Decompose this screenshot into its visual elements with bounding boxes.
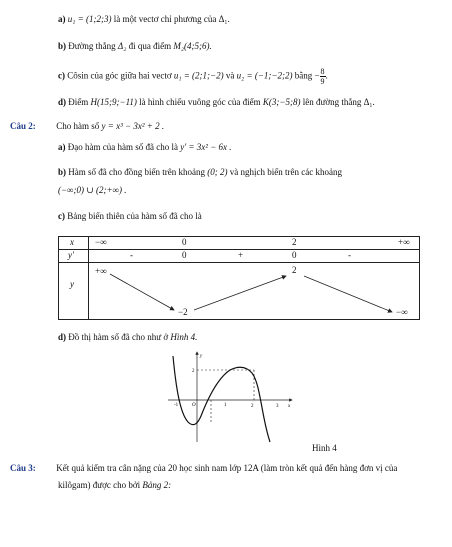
vector-u2: u₂ = (−1;−2;2) bbox=[236, 70, 293, 81]
yprime-sign: - bbox=[348, 250, 351, 260]
axis-label-y: y bbox=[200, 354, 203, 359]
point-h: H(15;9;−11) bbox=[90, 97, 137, 107]
q1-item-d bbox=[58, 96, 375, 108]
question-label: Câu 2: bbox=[10, 121, 36, 131]
q2-stem bbox=[10, 120, 164, 132]
yprime-sign: - bbox=[130, 250, 133, 260]
x-value: +∞ bbox=[398, 237, 410, 247]
x-value: −∞ bbox=[95, 237, 107, 247]
fraction-sign: − bbox=[314, 70, 320, 81]
yprime-sign: + bbox=[238, 250, 244, 260]
stem-text: Cho hàm số bbox=[56, 121, 100, 131]
item-label: c) bbox=[58, 211, 65, 221]
q1-item-a bbox=[58, 13, 230, 25]
item-text: Đồ thị hàm số đã cho như ở bbox=[68, 332, 169, 342]
item-label: d) bbox=[58, 332, 67, 342]
q2-item-b-cont bbox=[58, 184, 127, 196]
figure-caption: Hình 4 bbox=[312, 443, 337, 453]
tick-label: 3 bbox=[276, 404, 279, 409]
item-label: b) bbox=[58, 41, 67, 51]
variation-table bbox=[58, 236, 420, 320]
item-label: c) bbox=[58, 70, 65, 81]
q2-item-b bbox=[58, 166, 342, 178]
item-text: Đạo hàm của hàm số đã cho là bbox=[67, 142, 178, 152]
item-text: là hình chiếu vuông góc của điểm bbox=[139, 97, 261, 107]
item-label: a) bbox=[58, 142, 66, 152]
tick-label: -1 bbox=[174, 403, 179, 408]
item-text: Điểm bbox=[68, 97, 89, 107]
item-label: a) bbox=[58, 14, 66, 24]
cubic-curve bbox=[173, 356, 270, 442]
x-value: 0 bbox=[182, 237, 187, 247]
item-label: d) bbox=[58, 97, 67, 107]
tick-label: 2 bbox=[192, 369, 195, 374]
vector-u1: u₁ = (2;1;−2) bbox=[173, 70, 224, 81]
q2-item-c bbox=[58, 210, 202, 222]
item-text: bằng bbox=[294, 70, 313, 81]
arrow-decreasing bbox=[304, 276, 392, 312]
item-text: Côsin của góc giữa hai vectơ bbox=[67, 70, 172, 81]
q1-item-c bbox=[58, 67, 328, 86]
item-text: và nghịch biến trên các khoảng bbox=[229, 167, 342, 177]
fraction-numerator: 8 bbox=[320, 67, 325, 76]
item-text: Bảng biến thiên của hàm số đã cho là bbox=[67, 211, 202, 221]
tick-label: 2 bbox=[251, 404, 254, 409]
y-value: −∞ bbox=[396, 307, 408, 317]
derivative-expression: y′ = 3x² − 6x . bbox=[180, 142, 232, 152]
item-text: và bbox=[225, 70, 235, 81]
interval: (0; 2) bbox=[207, 167, 228, 177]
item-text: Hàm số đã cho đồng biến trên khoảng bbox=[68, 167, 205, 177]
item-label: b) bbox=[58, 167, 67, 177]
q3-line2 bbox=[58, 479, 171, 491]
q2-item-a bbox=[58, 141, 232, 153]
vector-u1: u₁ = (1;2;3) bbox=[67, 14, 112, 24]
yprime-zero: 0 bbox=[182, 250, 187, 260]
row-label-yprime: y′ bbox=[68, 250, 74, 260]
q3-line1 bbox=[10, 462, 397, 474]
question-text: kilôgam) được cho bởi bbox=[58, 480, 141, 490]
q2-item-d bbox=[58, 331, 197, 343]
question-label: Câu 3: bbox=[10, 463, 36, 473]
variation-arrows bbox=[58, 236, 420, 320]
table-reference: Bảng 2: bbox=[142, 480, 172, 490]
fraction-denominator: 9 bbox=[320, 77, 325, 86]
row-label-y: y bbox=[70, 279, 74, 289]
item-end: . bbox=[325, 70, 328, 81]
q1-item-b bbox=[58, 40, 212, 52]
item-text: đi qua điểm bbox=[128, 41, 172, 51]
y-value: 2 bbox=[292, 265, 297, 275]
question-text: Kết quả kiểm tra cân nặng của 20 học sinh nam lớp 12A (làm tròn kết quả đến hàng đơn vị của bbox=[56, 463, 398, 473]
origin-label: O bbox=[192, 403, 196, 408]
arrow-decreasing bbox=[110, 274, 174, 310]
item-text: lên đường thẳng Δ₁. bbox=[302, 97, 375, 107]
axis-label-x: x bbox=[288, 404, 291, 409]
y-value: +∞ bbox=[95, 266, 107, 276]
x-value: 2 bbox=[292, 237, 297, 247]
function-graph bbox=[166, 348, 296, 444]
item-text: là một vectơ chỉ phương của Δ₁. bbox=[113, 14, 230, 24]
line-delta2: Δ₂ bbox=[117, 41, 127, 51]
row-label-x: x bbox=[70, 237, 74, 247]
arrow-increasing bbox=[194, 276, 286, 310]
point-k: K(3;−5;8) bbox=[262, 97, 301, 107]
function-expression: y = x³ − 3x² + 2 . bbox=[101, 121, 165, 131]
yprime-zero: 0 bbox=[292, 250, 297, 260]
tick-label: 1 bbox=[224, 403, 227, 408]
interval-union: (−∞;0) ∪ (2;+∞) . bbox=[58, 185, 127, 195]
y-value: −2 bbox=[178, 307, 188, 317]
item-text: Đường thẳng bbox=[68, 41, 116, 51]
figure-reference: Hình 4. bbox=[170, 332, 198, 342]
point-m2: M₂(4;5;6). bbox=[173, 41, 212, 51]
